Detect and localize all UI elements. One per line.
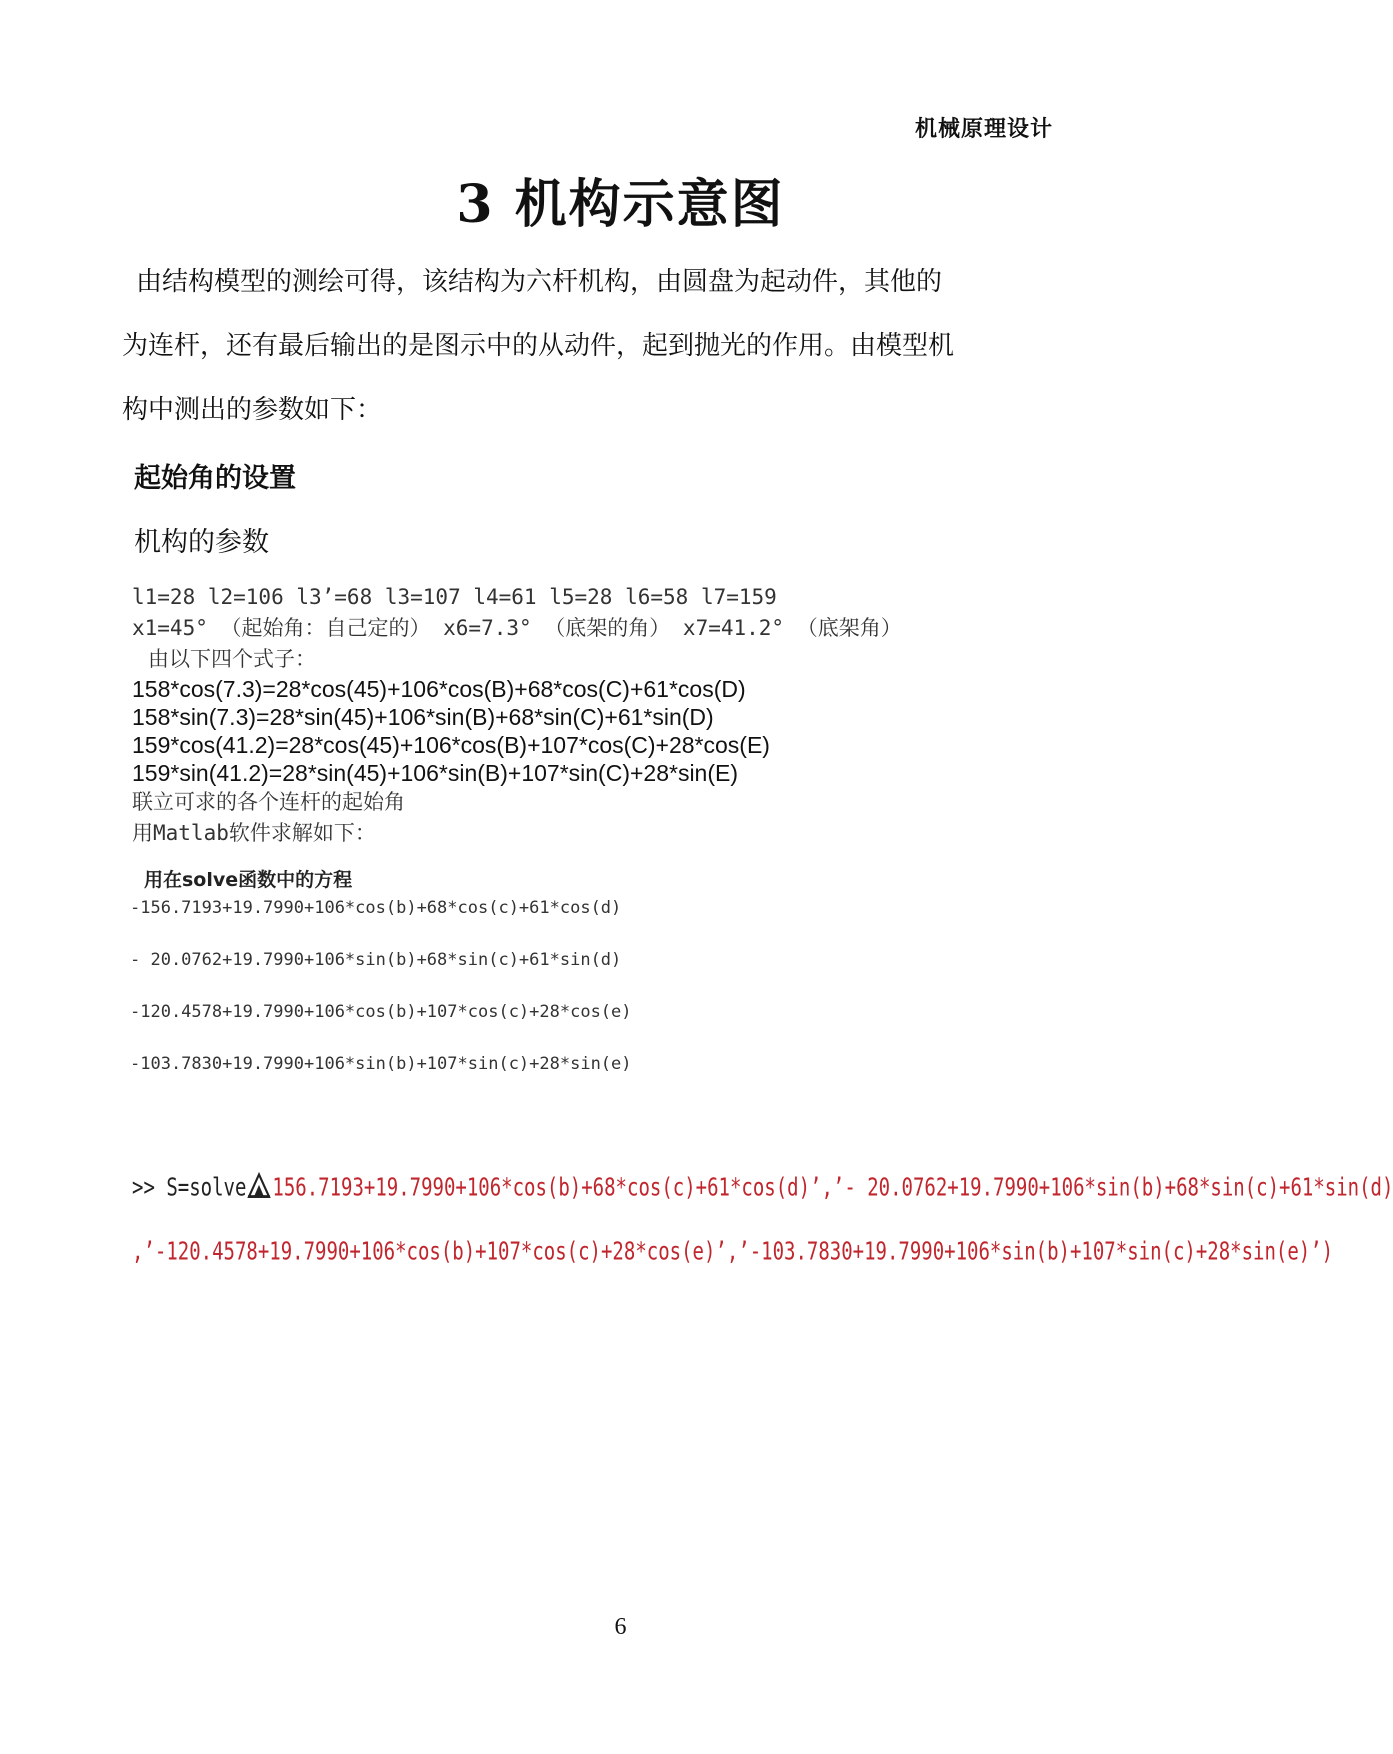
matlab-equation: -103.7830+19.7990+106*sin(b)+107*sin(c)+28*sin(e) (130, 1054, 632, 1074)
equation-line: 159*cos(41.2)=28*cos(45)+106*cos(B)+107*cos(C)+28*cos(E) (132, 732, 770, 758)
section-heading: 起始角的设置 (134, 463, 296, 494)
matlab-label: 用在solve函数中的方程 (144, 869, 353, 891)
paragraph-line: 为连杆，还有最后输出的是图示中的从动件，起到抛光的作用。由模型机 (122, 331, 955, 361)
running-header: 机械原理设计 (914, 117, 1053, 142)
equation-line: 158*cos(7.3)=28*cos(45)+106*cos(B)+68*cos(C)+61*cos(D) (132, 676, 746, 702)
matlab-equations (130, 866, 1030, 1076)
text-cursor-icon (247, 1171, 271, 1200)
page-number: 6 (614, 1614, 627, 1640)
equations-intro: 由以下四个式子： (148, 647, 316, 671)
command-args-1: 156.7193+19.7990+106*cos(b)+68*cos(c)+61*cos(d)’,’- 20.0762+19.7990+106*sin(b)+68*sin(c)+61*sin(d) (272, 1173, 1393, 1202)
paragraph-line: 由结构模型的测绘可得，该结构为六杆机构，由圆盘为起动件，其他的 (136, 267, 943, 297)
combine-note: 联立可求的各个连杆的起始角 (132, 790, 405, 814)
command-prompt: >> S=solve (132, 1173, 247, 1202)
matlab-equation: -120.4578+19.7990+106*cos(b)+107*cos(c)+28*cos(e) (130, 1002, 632, 1022)
parameter-block (132, 582, 1112, 849)
chapter-title: 3 机构示意图 (456, 174, 785, 235)
matlab-equation: - 20.0762+19.7990+106*sin(b)+68*sin(c)+61*sin(d) (130, 950, 622, 970)
frame-angles: x1=45° （起始角：自己定的） x6=7.3° （底架的角） x7=41.2° （底架角） (132, 616, 902, 640)
solve-command-line-1 (132, 1168, 1393, 1207)
solve-command-line-2 (132, 1232, 1334, 1271)
matlab-note: 用Matlab软件求解如下： (132, 821, 376, 845)
paragraph-line: 构中测出的参数如下： (122, 395, 383, 425)
equation-line: 159*sin(41.2)=28*sin(45)+106*sin(B)+107*sin(C)+28*sin(E) (132, 760, 739, 786)
command-args-2: ,’-120.4578+19.7990+106*cos(b)+107*cos(c)+28*cos(e)’,’-103.7830+19.7990+106*sin(b)+107*sin(c)+28*sin(e)’) (132, 1237, 1334, 1266)
params-label: 机构的参数 (134, 527, 269, 558)
matlab-equation: -156.7193+19.7990+106*cos(b)+68*cos(c)+61*cos(d) (130, 898, 622, 918)
link-lengths: l1=28 l2=106 l3’=68 l3=107 l4=61 l5=28 l6=58 l7=159 (132, 585, 777, 609)
equation-line: 158*sin(7.3)=28*sin(45)+106*sin(B)+68*sin(C)+61*sin(D) (132, 704, 714, 730)
intro-paragraph (122, 250, 1052, 442)
